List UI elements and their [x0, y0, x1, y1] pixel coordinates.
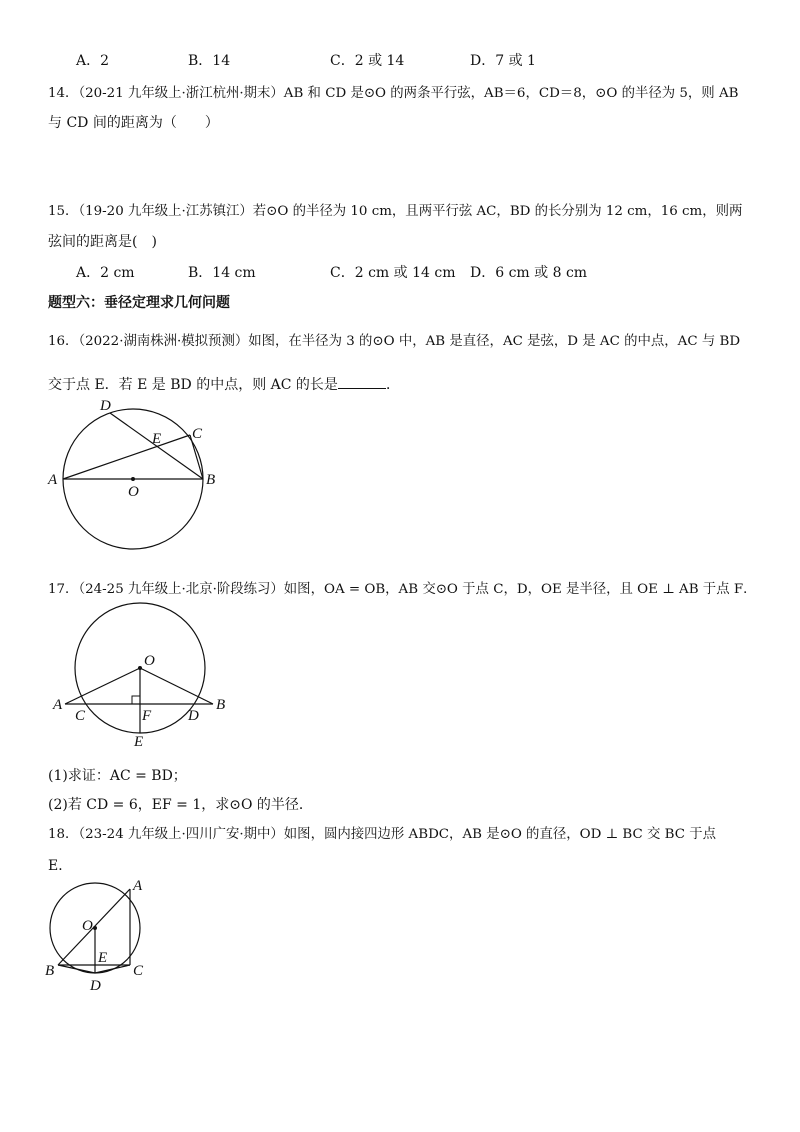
q13-option-d: D．7 或 1 [470, 53, 536, 69]
q13-option-c: C．2 或 14 [330, 53, 405, 69]
q15-stem-line2: 弦间的距离是( ) [48, 234, 157, 250]
q17-part1: (1)求证：AC = BD； [48, 768, 187, 784]
q16-stem-line2 [48, 374, 400, 394]
label-d: D [100, 398, 111, 414]
q17-figure [45, 598, 245, 753]
label-e: E [152, 431, 162, 447]
q15-option-c: C．2 cm 或 14 cm [330, 265, 456, 281]
label-e: E [98, 950, 108, 966]
label-a: A [53, 697, 63, 713]
label-o: O [82, 918, 93, 934]
q15-stem-line1: 15．（19-20 九年级上·江苏镇江）若⊙O 的半径为 10 cm，且两平行弦 AC，BD 的长分别为 12 cm，16 cm，则两 [48, 204, 743, 219]
q16-stem-text: 交于点 E．若 E 是 BD 的中点，则 AC 的长是 [48, 377, 338, 393]
q13-option-b: B．14 [188, 53, 231, 69]
label-o: O [144, 653, 155, 669]
label-b: B [206, 472, 216, 488]
answer-blank [338, 376, 386, 389]
label-c: C [192, 426, 203, 442]
q14-stem-line1: 14．（20-21 九年级上·浙江杭州·期末）AB 和 CD 是⊙O 的两条平行弦，AB＝6，CD＝8，⊙O 的半径为 5，则 AB [48, 86, 739, 101]
label-d: D [188, 708, 199, 724]
q15-option-d: D．6 cm 或 8 cm [470, 265, 588, 281]
q18-stem-line1: 18．（23-24 九年级上·四川广安·期中）如图，圆内接四边形 ABDC，AB 是⊙O 的直径，OD ⊥ BC 交 BC 于点 [48, 827, 717, 842]
q13-option-a: A．2 [76, 53, 110, 69]
q15-option-b: B．14 cm [188, 265, 256, 281]
q18-figure [40, 875, 160, 1000]
label-b: B [45, 963, 55, 979]
label-f: F [142, 708, 152, 724]
label-a: A [133, 878, 143, 894]
label-a: A [48, 472, 58, 488]
q14-stem-line2: 与 CD 间的距离为（ ） [48, 115, 219, 131]
q16-figure [40, 392, 230, 557]
label-d: D [90, 978, 101, 994]
label-c: C [133, 963, 144, 979]
label-b: B [216, 697, 226, 713]
q18-stem-line2: E． [48, 858, 73, 874]
label-e: E [134, 734, 144, 750]
section-title: 题型六：垂径定理求几何问题 [48, 295, 230, 311]
q16-stem-line1: 16．（2022·湖南株洲·模拟预测）如图，在半径为 3 的⊙O 中，AB 是直径，AC 是弦，D 是 AC 的中点，AC 与 BD [48, 334, 741, 349]
q17-stem-line1: 17．（24-25 九年级上·北京·阶段练习）如图，OA = OB，AB 交⊙O 于点 C，D，OE 是半径，且 OE ⊥ AB 于点 F． [48, 582, 757, 597]
q17-part2: (2)若 CD = 6，EF = 1，求⊙O 的半径． [48, 797, 313, 813]
q16-stem-end: ． [385, 377, 400, 393]
label-c: C [75, 708, 86, 724]
q15-option-a: A．2 cm [76, 265, 135, 281]
label-o: O [128, 484, 139, 500]
